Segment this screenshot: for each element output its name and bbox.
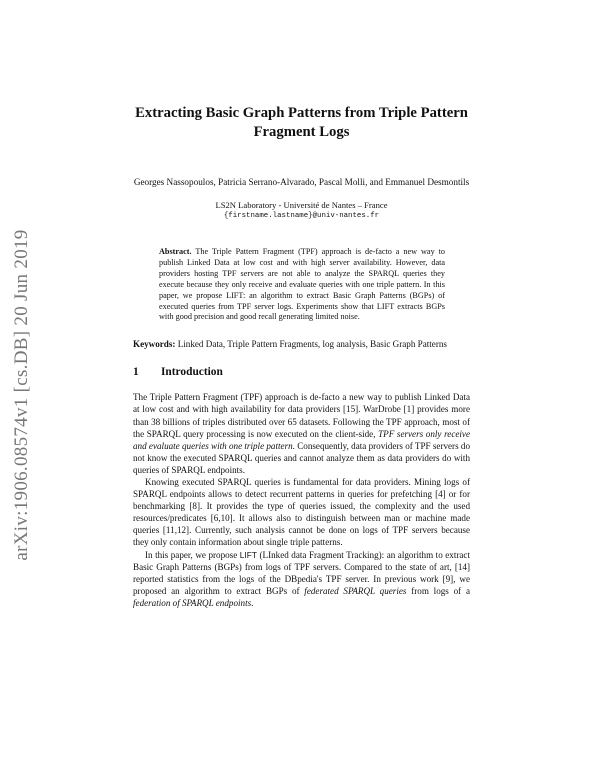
section-heading: [133, 364, 470, 380]
keywords: [133, 338, 470, 350]
paragraph: [133, 391, 470, 476]
paragraph-text: from logs of a: [406, 585, 470, 596]
keywords-label: Keywords:: [133, 339, 176, 350]
algorithm-name: LIFT: [239, 549, 257, 560]
contact-email: {firstname.lastname}@univ-nantes.fr: [223, 212, 380, 220]
abstract-label: Abstract.: [159, 247, 192, 256]
section-title: Introduction: [161, 366, 223, 379]
paragraph-text: .: [251, 597, 254, 608]
paper-page: [133, 104, 470, 609]
arxiv-stamp: [2, 215, 46, 575]
section-body: [133, 391, 470, 609]
emphasis-text: federated SPARQL queries: [304, 585, 407, 596]
emphasis-text: TPF servers only receive and evaluate queries with one triple pattern: [133, 428, 470, 451]
paragraph-text: The Triple Pattern Fragment (TPF) approach is de-facto a new way to publish Linked Data at low cost and with high availability for data providers [15]. WarDrobe [1] provides more than 38 billions of triples distributed over 65 datasets. Following the TPF approach, most of the SPARQL query processing is now executed on the client-side,: [133, 392, 470, 439]
keywords-text: Linked Data, Triple Pattern Fragments, log analysis, Basic Graph Patterns: [177, 339, 447, 350]
arxiv-identifier: arXiv:1906.08574v1 [cs.DB] 20 Jun 2019: [11, 229, 32, 561]
abstract-text: The Triple Pattern Fragment (TPF) approach is de-facto a new way to publish Linked Data at low cost and with high server availability. However, data providers hosting TPF servers are not able to analyze the SPARQL queries they execute because they only receive and evaluate queries with one triple pattern. In this paper, we propose LIFT: an algorithm to extract Basic Graph Patterns (BGPs) of executed queries from TPF server logs. Experiments show that LIFT extracts BGPs with good precision and good recall generating limited noise.: [159, 247, 445, 322]
abstract: [159, 247, 445, 323]
paragraph-text: In this paper, we propose: [145, 549, 240, 560]
paragraph: Knowing executed SPARQL queries is fundamental for data providers. Mining logs of SPARQL endpoints allows to detect recurrent patterns in queries for prefetching [4] or for benchmarking [8]. It provides the type of queries issued, the complexity and the used resources/predicates [6,10]. It allows also to distinguish between man or machine made queries [11,12]. Currently, such analysis cannot be done on logs of TPF servers because they only contain information about single triple patterns.: [133, 477, 470, 548]
section-number: 1: [133, 366, 139, 379]
author-list: Georges Nassopoulos, Patricia Serrano-Alvarado, Pascal Molli, and Emmanuel Desmontils: [133, 177, 470, 187]
paragraph-text: . Consequently, data providers of TPF servers do not know the executed SPARQL queries and cannot analyze them as data providers do with queries of SPARQL endpoints.: [133, 440, 470, 475]
emphasis-text: federation of SPARQL endpoints: [133, 597, 252, 608]
paper-title: Extracting Basic Graph Patterns from Triple Pattern Fragment Logs: [135, 105, 468, 140]
affiliation: LS2N Laboratory - Université de Nantes – France: [215, 200, 388, 210]
paragraph-text: (LInked data Fragment Tracking): an algorithm to extract Basic Graph Patterns (BGPs) from logs of TPF servers. Compared to the state of art, [14] reported statistics from the logs of the DBpedia's TPF server. In previous work [9], we proposed an algorithm to extract BGPs of: [133, 549, 470, 596]
paragraph: [133, 549, 470, 609]
